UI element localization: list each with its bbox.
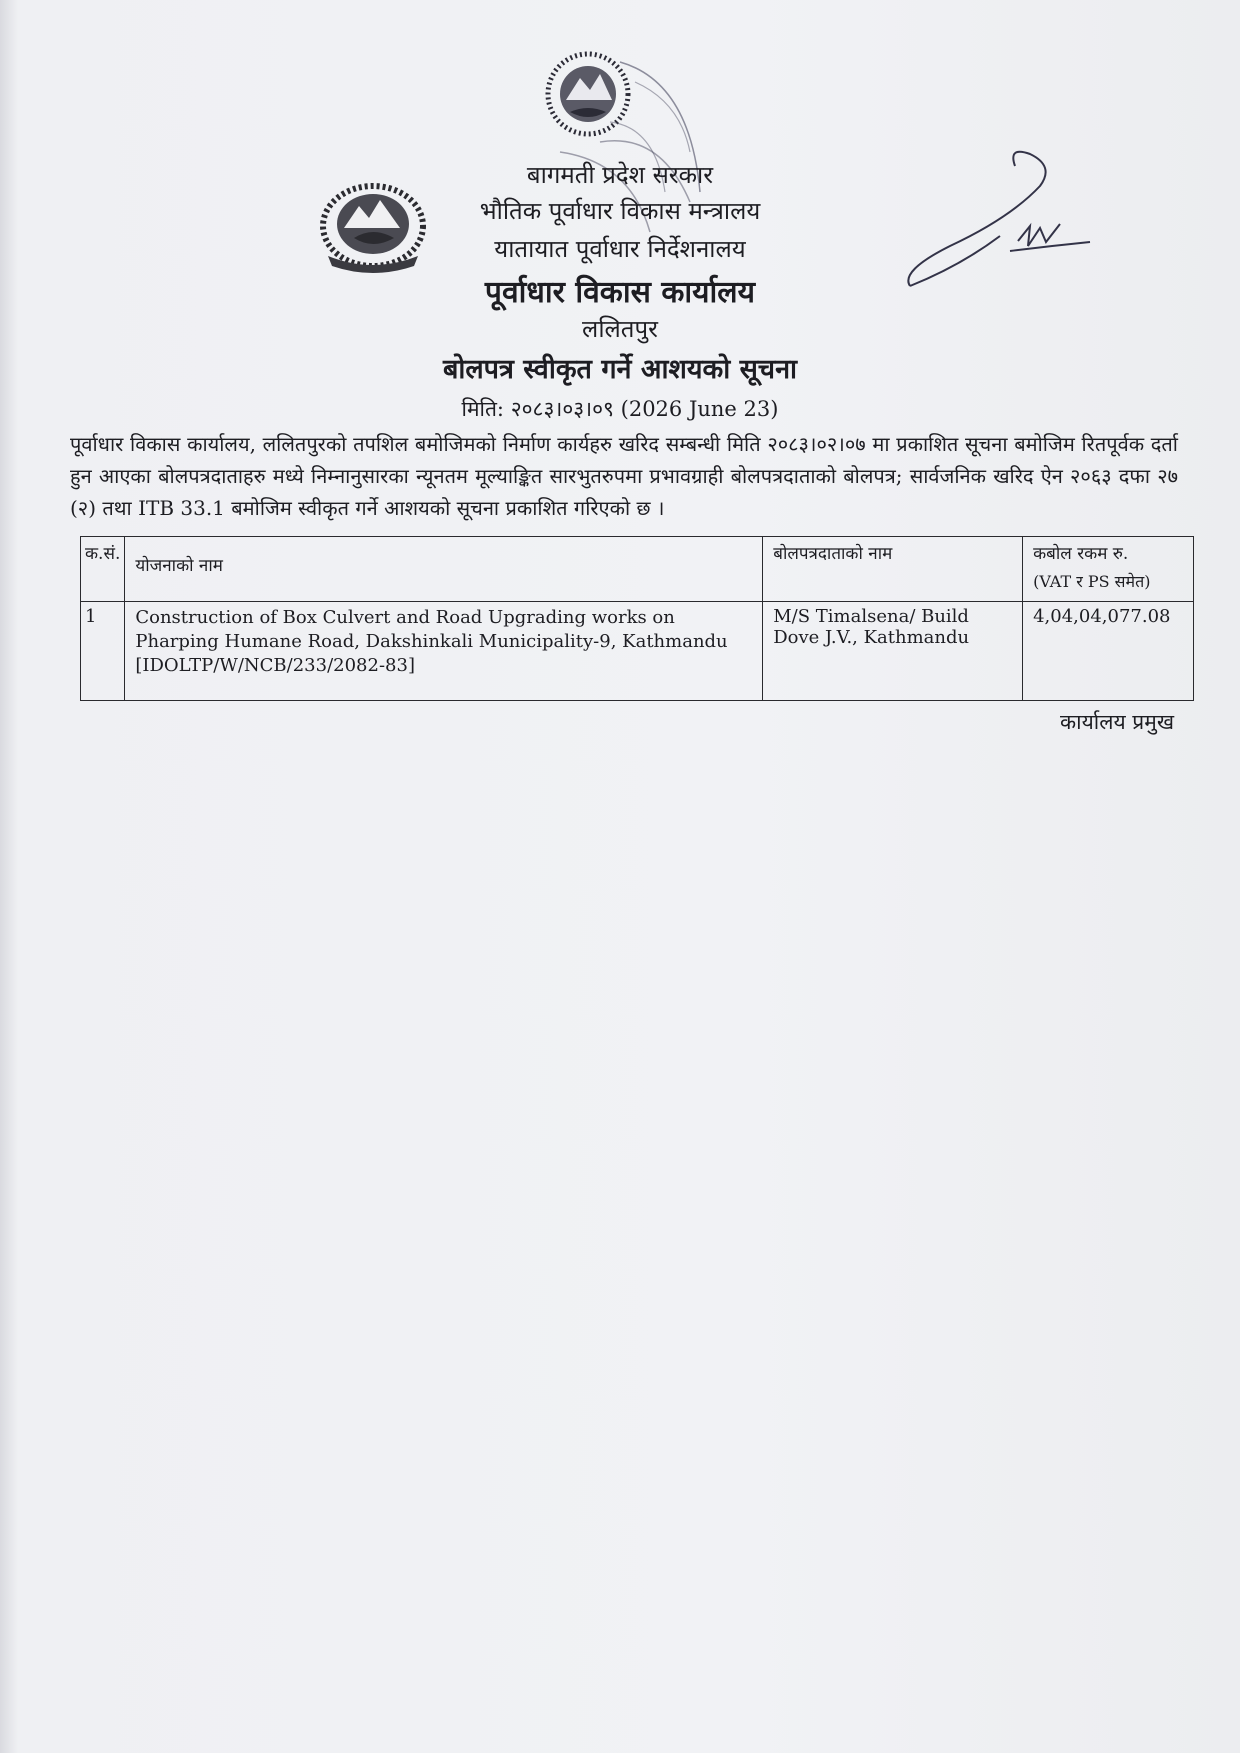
- row-sn: 1: [81, 602, 125, 701]
- notice-paragraph: पूर्वाधार विकास कार्यालय, ललितपुरको तपशिल बमोजिमको निर्माण कार्यहरु खरिद सम्बन्धी मिति २०८३।०२।०७ मा प्रकाशित सूचना बमोजिम रितपूर्वक दर्ता हुन आएका बोलपत्रदाताहरु मध्ये निम्नानुसारका न्यूनतम मूल्याङ्कित सारभुतरुपमा प्रभावग्राही बोलपत्रदाताको बोलपत्र; सार्वजनिक खरिद ऐन २०६३ दफा २७ (२) तथा ITB 33.1 बमोजिम स्वीकृत गर्ने आशयको सूचना प्रकाशित गरिएको छ ।: [70, 432, 1178, 520]
- header-project: [125, 537, 763, 602]
- notice-date: मिति: २०८३।०३।०९ (2026 June 23): [461, 397, 779, 421]
- row-bidder: M/S Timalsena/ Build Dove J.V., Kathmandu: [763, 602, 1023, 701]
- header-province: बागमती प्रदेश सरकार: [526, 161, 714, 189]
- header-amount-note: (VAT र PS समेत): [1033, 572, 1151, 591]
- office-chief-signature-label: कार्यालय प्रमुख: [1060, 710, 1174, 734]
- header-bidder: बोलपत्रदाताको नाम: [763, 537, 1023, 602]
- header-amount-label: कबोल रकम रु.: [1033, 544, 1129, 564]
- table-row: [81, 602, 1194, 701]
- table-header-row: [81, 537, 1194, 602]
- notice-title: बोलपत्र स्वीकृत गर्ने आशयको सूचना: [442, 354, 798, 385]
- row-project: Construction of Box Culvert and Road Upgrading works on Pharping Humane Road, Dakshinkali Municipality-9, Kathmandu [IDOLTP/W/NCB/233/2082-83]: [125, 602, 763, 701]
- header-location: ललितपुर: [582, 315, 658, 343]
- header-amount: [1023, 537, 1194, 602]
- header-sn: क.सं.: [81, 537, 125, 602]
- bid-table: [80, 536, 1194, 701]
- header-project-label: योजनाको नाम: [135, 556, 223, 576]
- row-amount: 4,04,04,077.08: [1023, 602, 1194, 701]
- header-directorate: यातायात पूर्वाधार निर्देशनालय: [494, 235, 746, 263]
- header-ministry: भौतिक पूर्वाधार विकास मन्त्रालय: [479, 197, 761, 225]
- header-office: पूर्वाधार विकास कार्यालय: [484, 275, 756, 310]
